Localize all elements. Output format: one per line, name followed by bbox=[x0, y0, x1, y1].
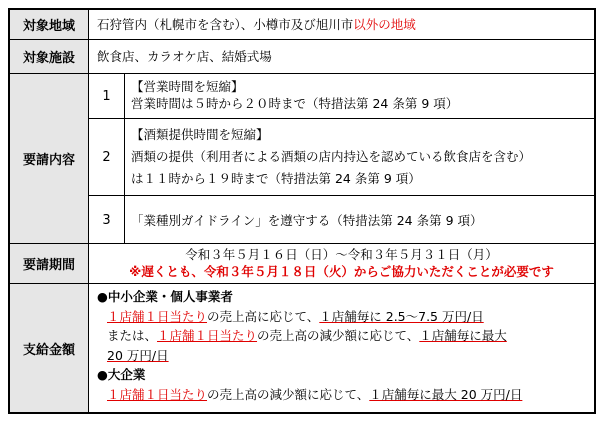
region-excluded-text: 以外の地域 bbox=[353, 17, 416, 32]
request-item-line: 「業種別ガイドライン」を遵守する（特措法第 24 条第 9 項） bbox=[131, 212, 483, 228]
request-item-text bbox=[125, 119, 594, 195]
large-line bbox=[97, 385, 586, 405]
request-item bbox=[89, 119, 594, 196]
request-item-line: は１１時から１９時まで（特措法第 24 条第 9 項） bbox=[131, 171, 421, 186]
large-line-amount: １店舗毎に最大 20 万円/日 bbox=[369, 386, 523, 402]
region-row bbox=[10, 10, 594, 40]
request-item-line: 営業時間は５時から２０時まで（特措法第 24 条第 9 項） bbox=[131, 96, 459, 111]
sme-per-store-text: １店舗１日当たり bbox=[157, 328, 258, 343]
large-heading: ●大企業 bbox=[97, 367, 146, 382]
large-line-mid: の売上高の減少額に応じて、 bbox=[207, 386, 370, 402]
period-dates: 令和３年５月１６日（日）～令和３年５月３１日（月） bbox=[185, 247, 498, 262]
request-item-text bbox=[125, 196, 594, 244]
payment-header: 支給金額 bbox=[10, 284, 89, 412]
facilities-value bbox=[89, 40, 594, 73]
request-item-number: 2 bbox=[89, 119, 125, 195]
period-note: ※遅くとも、令和３年５月１８日（火）からご協力いただくことが必要です bbox=[129, 264, 554, 279]
payment-value bbox=[89, 284, 594, 412]
large-per-store-text: １店舗１日当たり bbox=[107, 386, 208, 402]
sme-line-2 bbox=[97, 326, 586, 346]
payment-row bbox=[10, 284, 594, 412]
facilities-header: 対象施設 bbox=[10, 40, 89, 73]
sme-line-1-mid: の売上高に応じて、 bbox=[207, 308, 320, 324]
sme-line-2-mid: の売上高の減少額に応じて、 bbox=[257, 328, 420, 343]
region-text: 石狩管内（札幌市を含む）、小樽市及び旭川市 bbox=[97, 17, 354, 32]
sme-heading: ●中小企業・個人事業者 bbox=[97, 289, 233, 304]
region-header: 対象地域 bbox=[10, 10, 89, 39]
request-item bbox=[89, 74, 594, 119]
sme-line-1-amount: １店舗毎に 2.5～7.5 万円/日 bbox=[319, 308, 484, 324]
request-item-line: 酒類の提供（利用者による酒類の店内持込を認めている飲食店を含む） bbox=[131, 149, 532, 164]
period-value bbox=[89, 244, 594, 283]
request-row bbox=[10, 74, 594, 244]
region-value bbox=[89, 10, 594, 39]
request-item-text bbox=[125, 74, 594, 118]
request-item bbox=[89, 196, 594, 244]
request-item-number: 3 bbox=[89, 196, 125, 244]
facilities-row bbox=[10, 40, 594, 74]
sme-line-3-amount: 20 万円/日 bbox=[107, 347, 169, 363]
request-item-number: 1 bbox=[89, 74, 125, 118]
period-row bbox=[10, 244, 594, 284]
period-header: 要請期間 bbox=[10, 244, 89, 283]
sme-per-store-text: １店舗１日当たり bbox=[107, 308, 208, 324]
facilities-text: 飲食店、カラオケ店、結婚式場 bbox=[97, 49, 272, 64]
sme-line-1 bbox=[97, 307, 586, 327]
request-item-line: 【酒類提供時間を短縮】 bbox=[131, 127, 269, 142]
sme-line-2-amount: １店舗毎に最大 bbox=[419, 328, 507, 343]
request-body bbox=[89, 74, 594, 243]
request-header: 要請内容 bbox=[10, 74, 89, 243]
info-table bbox=[8, 8, 596, 414]
request-item-line: 【営業時間を短縮】 bbox=[131, 79, 244, 94]
sme-line-2-pre: または、 bbox=[107, 328, 158, 343]
sme-line-3 bbox=[97, 346, 586, 366]
